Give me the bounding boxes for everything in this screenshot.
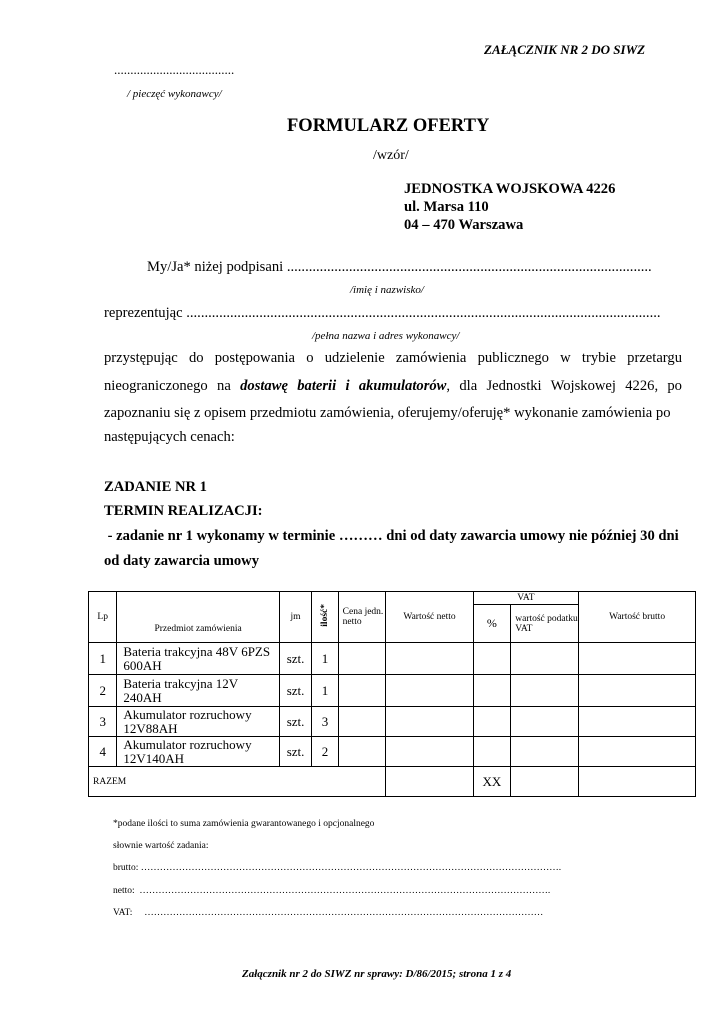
row-vat-amount-cell[interactable] <box>511 675 579 707</box>
representing-label: /pełna nazwa i adres wykonawcy/ <box>312 330 460 342</box>
form-subtitle: /wzór/ <box>373 148 409 163</box>
stamp-label: / pieczęć wykonawcy/ <box>127 88 222 100</box>
representing-line[interactable]: reprezentując .................................................................................................................................. <box>104 305 661 321</box>
intro-part1: przystępując do postępowania o udzielenie zamówienia publicznego w trybie przetargu nieograniczonego na <box>104 350 682 394</box>
row-unit: szt. <box>279 675 311 707</box>
offer-table <box>88 591 696 797</box>
row-unit-price-cell[interactable] <box>338 643 386 675</box>
table-row <box>89 707 696 737</box>
stamp-line: ..................................... <box>114 62 235 77</box>
signatory-line[interactable]: My/Ja* niżej podpisani .................................................................................................... <box>147 259 652 275</box>
header-lp: Lp <box>89 592 117 643</box>
total-label: RAZEM <box>89 767 386 797</box>
vat-words-line[interactable]: VAT: ……………………………………………………………………………………………………………… <box>113 908 544 918</box>
total-net-value-cell[interactable] <box>386 767 473 797</box>
row-item: Bateria trakcyjna 48V 6PZS 600AH <box>117 643 279 675</box>
row-net-value-cell[interactable] <box>386 675 473 707</box>
header-qty <box>312 592 338 643</box>
row-gross-value-cell[interactable] <box>579 737 696 767</box>
header-vat-amount: wartość podatku VAT <box>511 605 579 643</box>
total-vat-percent: XX <box>473 767 511 797</box>
deadline-title: TERMIN REALIZACJI: <box>104 503 263 519</box>
row-item: Akumulator rozruchowy 12V140AH <box>117 737 279 767</box>
total-gross-value-cell[interactable] <box>579 767 696 797</box>
row-lp: 3 <box>89 707 117 737</box>
row-lp: 2 <box>89 675 117 707</box>
row-gross-value-cell[interactable] <box>579 707 696 737</box>
header-qty-label: ilość* <box>319 604 330 627</box>
table-total-row <box>89 767 696 797</box>
intro-paragraph <box>104 345 682 428</box>
table-row <box>89 643 696 675</box>
row-unit: szt. <box>279 643 311 675</box>
row-qty: 1 <box>312 675 338 707</box>
gross-words-line[interactable]: brutto: ……………………………………………………………………………………………………………………. <box>113 863 562 873</box>
header-vat: VAT <box>473 592 579 605</box>
footnote: *podane ilości to suma zamówienia gwarantowanego i opcjonalnego <box>113 819 375 829</box>
total-vat-amount-cell[interactable] <box>511 767 579 797</box>
row-net-value-cell[interactable] <box>386 707 473 737</box>
intro-part2: , dla Jednostki Wojskowej 4226, po zapoznaniu się z opisem przedmiotu zamówienia, oferujemy/oferuję* wykonanie zamówienia po <box>104 377 682 421</box>
row-vat-percent-cell[interactable] <box>473 707 511 737</box>
header-unit-price: Cena jedn. netto <box>338 592 386 643</box>
task-title: ZADANIE NR 1 <box>104 479 207 495</box>
header-net-value: Wartość netto <box>386 592 473 643</box>
form-title: FORMULARZ OFERTY <box>287 116 490 136</box>
row-gross-value-cell[interactable] <box>579 643 696 675</box>
row-unit-price-cell[interactable] <box>338 707 386 737</box>
row-unit: szt. <box>279 707 311 737</box>
recipient-name: JEDNOSTKA WOJSKOWA 4226 <box>404 181 616 197</box>
row-vat-percent-cell[interactable] <box>473 675 511 707</box>
intro-emphasis: dostawę baterii i akumulatorów <box>240 377 447 394</box>
row-net-value-cell[interactable] <box>386 737 473 767</box>
row-unit-price-cell[interactable] <box>338 737 386 767</box>
row-item: Bateria trakcyjna 12V 240AH <box>117 675 279 707</box>
row-gross-value-cell[interactable] <box>579 675 696 707</box>
annex-label: ZAŁĄCZNIK NR 2 DO SIWZ <box>484 42 646 57</box>
header-item: Przedmiot zamówienia <box>117 592 279 643</box>
intro-last-line: następujących cenach: <box>104 429 235 445</box>
row-net-value-cell[interactable] <box>386 643 473 675</box>
row-qty: 2 <box>312 737 338 767</box>
row-vat-amount-cell[interactable] <box>511 737 579 767</box>
table-row <box>89 737 696 767</box>
words-label: słownie wartość zadania: <box>113 841 209 851</box>
signatory-label: /imię i nazwisko/ <box>350 284 424 296</box>
page-footer: Załącznik nr 2 do SIWZ nr sprawy: D/86/2015; strona 1 z 4 <box>242 968 512 980</box>
header-gross-value: Wartość brutto <box>579 592 696 643</box>
row-lp: 4 <box>89 737 117 767</box>
header-unit: jm <box>279 592 311 643</box>
recipient-city: 04 – 470 Warszawa <box>404 217 524 233</box>
net-words-line[interactable]: netto: …………………………………………………………………………………………………………………. <box>113 886 551 896</box>
row-vat-amount-cell[interactable] <box>511 707 579 737</box>
recipient-street: ul. Marsa 110 <box>404 199 489 215</box>
row-vat-percent-cell[interactable] <box>473 737 511 767</box>
row-qty: 3 <box>312 707 338 737</box>
header-vat-percent: % <box>473 605 511 643</box>
row-vat-percent-cell[interactable] <box>473 643 511 675</box>
row-unit: szt. <box>279 737 311 767</box>
row-vat-amount-cell[interactable] <box>511 643 579 675</box>
table-row <box>89 675 696 707</box>
row-qty: 1 <box>312 643 338 675</box>
row-item: Akumulator rozruchowy 12V88AH <box>117 707 279 737</box>
row-lp: 1 <box>89 643 117 675</box>
deadline-line2: od daty zawarcia umowy <box>104 553 259 569</box>
deadline-line1: - zadanie nr 1 wykonamy w terminie ……… dni od daty zawarcia umowy nie później 30 dni <box>104 528 679 544</box>
row-unit-price-cell[interactable] <box>338 675 386 707</box>
